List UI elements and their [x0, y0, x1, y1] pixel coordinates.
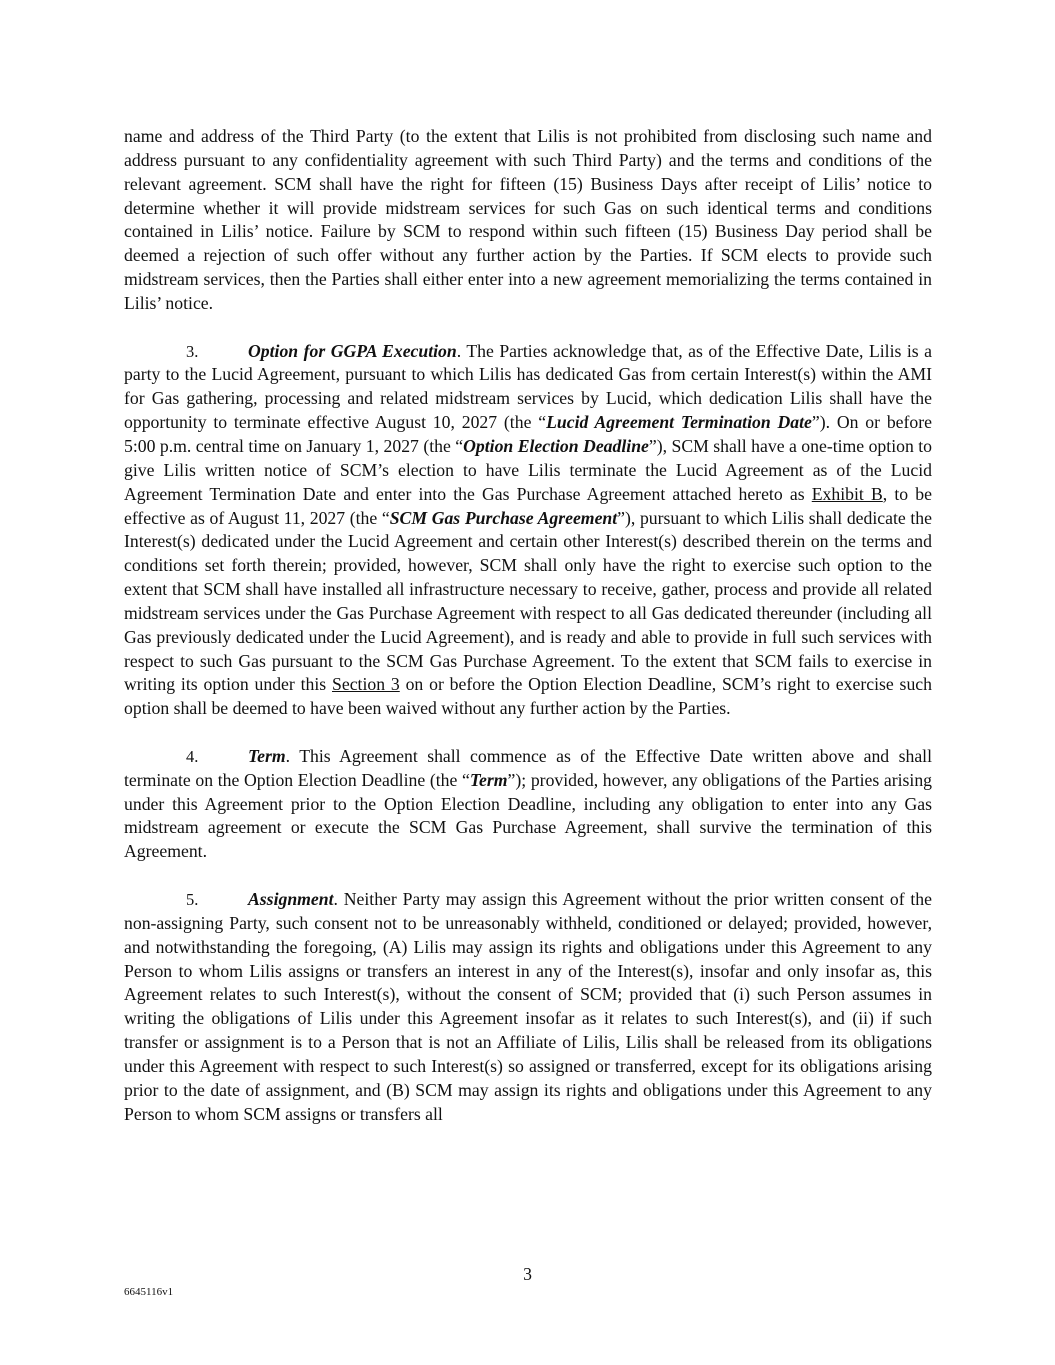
section-5-assignment	[124, 888, 932, 1126]
defined-term: Option for GGPA Execution	[248, 340, 457, 361]
paragraph-text: . The Parties acknowledge that, as of the Effective Date, Lilis is a party to the Lucid Agreement, pursuant to which Lilis has dedicated Gas from certain Interest(s) within the AMI for Gas gathering, processing and related midstream services by Lucid, which dedication Lilis shall have the opportunity to terminate effective August 10, 2027 (the “	[124, 340, 932, 433]
cross-reference: Exhibit B	[811, 483, 883, 504]
defined-term: Term	[248, 745, 286, 766]
paragraph-text: ”); provided, however, any obligations of the Parties arising under this Agreement prior to the Option Election Deadline, including any obligation to enter into any Gas midstream agreement or execute the SCM Gas Purchase Agreement, shall survive the termination of this Agreement.	[124, 769, 933, 862]
paragraph-text: on or before the Option Election Deadline, SCM’s right to exercise such option shall be deemed to have been waived without any further action by the Parties.	[124, 674, 932, 719]
document-body	[124, 125, 932, 1150]
section-number: 3.	[186, 341, 199, 361]
defined-term: Assignment	[248, 889, 334, 909]
paragraph-text: ”), SCM shall have a one-time option to give Lilis written notice of SCM’s election to have Lilis terminate the Lucid Agreement as of the Lucid Agreement Termination Date and enter into the Gas Purchase Agreement attached hereto as	[124, 435, 932, 504]
section-number: 4.	[186, 746, 199, 766]
paragraph-text: ”). On or before 5:00 p.m. central time on January 1, 2027 (the “	[124, 412, 932, 456]
section-3-option-for-ggpa-execution	[124, 340, 932, 722]
section-number: 5.	[186, 890, 199, 909]
paragraph-text: . This Agreement shall commence as of the Effective Date written above and shall terminate on the Option Election Deadline (the “	[124, 745, 932, 790]
document-id: 6645116v1	[124, 1286, 174, 1298]
paragraph-text: ”), pursuant to which Lilis shall dedicate the Interest(s) dedicated under the Lucid Agreement and certain other Interest(s) described therein on the terms and conditions set forth therein; provided, however, SCM shall only have the right to exercise such option to the extent that SCM shall have installed all infrastructure necessary to receive, gather, process and provide all related midstream services under the Gas Purchase Agreement with respect to all Gas dedicated thereunder (including all Gas previously dedicated under the Lucid Agreement), and is ready and able to provide in full such services with respect to such Gas pursuant to the SCM Gas Purchase Agreement. To the extent that SCM fails to exercise in writing its option under this	[124, 507, 932, 695]
defined-term: Term	[469, 769, 508, 790]
page-number: 3	[523, 1264, 532, 1284]
paragraph-continuation	[124, 125, 932, 316]
defined-term: Lucid Agreement Termination Date	[546, 412, 812, 433]
defined-term: Option Election Deadline	[463, 435, 649, 456]
section-4-term	[124, 745, 932, 864]
defined-term: SCM Gas Purchase Agreement	[389, 507, 618, 528]
cross-reference: Section 3	[332, 674, 400, 695]
paragraph-text: , to be effective as of August 11, 2027 (the “	[124, 483, 932, 528]
paragraph-text: . Neither Party may assign this Agreement without the prior written consent of the non-assigning Party, such consent not to be unreasonably withheld, conditioned or delayed; provided, however, and notwithstanding the foregoing, (A) Lilis may assign its rights and obligations under this Agreement to any Person to whom Lilis assigns or transfers an interest in any of the Interest(s), insofar and only insofar as, this Agreement relates to such Interest(s), without the consent of SCM; provided that (i) such Person assumes in writing the obligations of Lilis under this Agreement insofar as it relates to such Interest(s), and (ii) if such transfer or assignment is to a Person that is not an Affiliate of Lilis, Lilis shall be released from its obligations under this Agreement with respect to such Interest(s) so assigned or transferred, except for its obligations arising prior to the date of assignment, and (B) SCM may assign its rights and obligations under this Agreement to any Person to whom SCM assigns or transfers all	[124, 889, 932, 1124]
paragraph-text: name and address of the Third Party (to the extent that Lilis is not prohibited from disclosing such name and address pursuant to any confidentiality agreement with such Third Party) and the terms and conditions of the relevant agreement. SCM shall have the right for fifteen (15) Business Days after receipt of Lilis’ notice to determine whether it will provide midstream services for such Gas on such identical terms and conditions contained in Lilis’ notice. Failure by SCM to respond within such fifteen (15) Business Day period shall be deemed a rejection of such offer without any further action by the Parties. If SCM elects to provide such midstream services, then the Parties shall either enter into a new agreement memorializing the terms contained in Lilis’ notice.	[124, 126, 932, 313]
